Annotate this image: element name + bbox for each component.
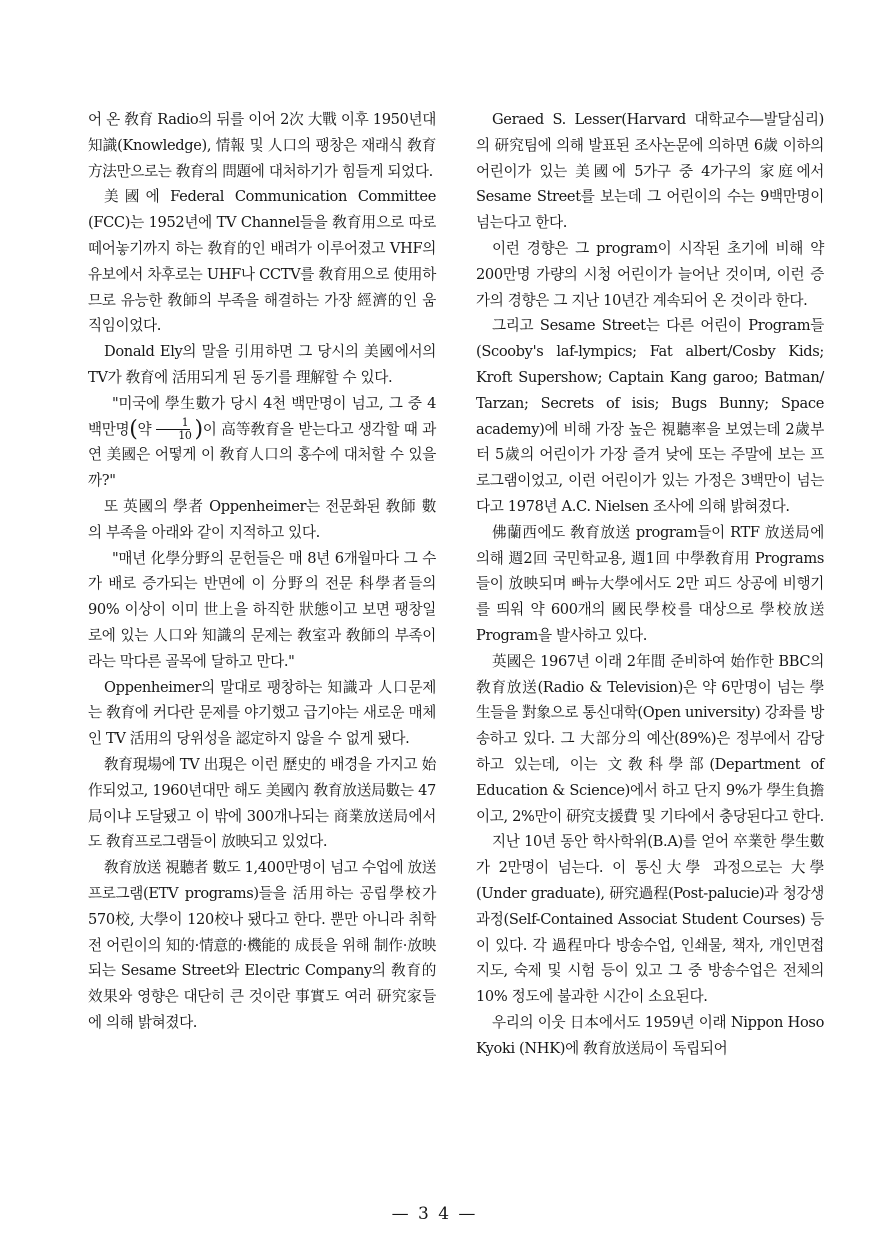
paragraph: 이런 경향은 그 program이 시작된 초기에 비해 약 200만명 가량의 시청 어린이가 늘어난 것이며, 이런 증가의 경향은 그 지난 10년간 계속되어 온 것이라 한다. (476, 239, 824, 309)
paragraph: 美國에 Federal Communication Committee (FCC)는 1952년에 TV Channel들을 敎育用으로 따로 떼어놓기까지 하는 敎育的인 배려가 이루어졌고 VHF의 유보에서 차후로는 UHF나 CCTV를 敎育用으로 使用하므로 유능한 敎師의 부족을 해결하는 가장 經濟的인 움직임이었다. (88, 188, 436, 335)
fraction (152, 417, 193, 442)
paragraph: 그리고 Sesame Street는 다른 어린이 Program들(Scooby's laf-lympics; Fat albert/Cosby Kids; Kroft Supershow; Captain Kang garoo; Batman/ Tarzan; Secrets of isis; Bugs Bunny; Space academy)에 비해 가장 높은 視聽率을 보였는데 2歲부터 5歲의 어린이가 가장 즐겨 낮에 또는 주말에 보는 프로그램이었고, 이런 어린이가 있는 가정은 3백만이 넘는다고 1978년 A.C. Nielsen 조사에 의해 밝혀졌다. (476, 317, 824, 515)
paragraph: 지난 10년 동안 학사학위(B.A)를 얻어 卒業한 學生數가 2만명이 넘는다. 이 통신大學 과정으로는 大學(Under graduate), 研究過程(Post-palucie)과 청강생과정(Self-Contained Associat Student Courses) 등이 있다. 각 過程마다 방송수업, 인쇄물, 책자, 개인면접지도, 숙제 및 시험 등이 있고 그 중 방송수업은 전체의 10% 정도에 불과한 시간이 소요된다. (476, 833, 824, 1006)
quote-text-continued: 이 高等敎育을 받는다고 생각할 때 과연 美國은 어떻게 이 敎育人口의 홍수에 대처할 수 있을까?" (88, 420, 436, 490)
paragraph: Oppenheimer의 말대로 팽창하는 知識과 人口문제는 敎育에 커다란 문제를 야기했고 급기야는 새로운 매체인 TV 活用의 당위성을 認定하지 않을 수 없게 됐다. (88, 678, 436, 748)
paragraph: 또 英國의 學者 Oppenheimer는 전문화된 敎師 數의 부족을 아래와 같이 지적하고 있다. (88, 497, 436, 541)
paragraph: 佛蘭西에도 敎育放送 program들이 RTF 放送局에 의해 週2回 국민학교용, 週1回 中學敎育用 Programs들이 放映되며 빠뉴大學에서도 2만 피드 상공에 비행기를 띄워 약 600개의 國民學校를 대상으로 學校放送 Program을 발사하고 있다. (476, 523, 824, 644)
paragraph: 英國은 1967년 이래 2年間 준비하여 始作한 BBC의 敎育放送(Radio & Television)은 약 6만명이 넘는 學生들을 對象으로 통신대학(Open university) 강좌를 방송하고 있다. 그 大部分의 예산(89%)은 정부에서 감당하고 있는데, 이는 文敎科學部(Department of Education & Science)에서 하고 단지 9%가 學生負擔이고, 2%만이 研究支援費 및 기타에서 충당된다고 한다. (476, 652, 824, 825)
paren-close: ) (194, 416, 203, 442)
left-column (88, 107, 436, 1036)
paragraph: Donald Ely의 말을 引用하면 그 당시의 美國에서의 TV가 敎育에 活用되게 된 동기를 理解할 수 있다. (88, 343, 436, 386)
paren-open: ( (129, 416, 138, 442)
right-column (476, 107, 824, 1061)
fraction-prefix: 약 (137, 420, 152, 438)
paragraph: 어 온 敎育 Radio의 뒤를 이어 2次 大戰 이후 1950년대 知識(Knowledge), 情報 및 人口의 팽창은 재래식 敎育方法만으로는 敎育의 問題에 대처하기가 힘들게 되었다. (88, 111, 436, 180)
quote-text: "미국에 學生數가 당시 4천 백만명이 넘고, 그 중 4백만명 (88, 394, 436, 438)
paragraph: 우리의 이웃 日本에서도 1959년 이래 Nippon Hoso Kyoki (NHK)에 敎育放送局이 독립되어 (476, 1013, 824, 1057)
paragraph: 敎育現場에 TV 出現은 이런 歷史的 배경을 가지고 始作되었고, 1960년대만 해도 美國內 敎育放送局數는 47局이냐 도달됐고 이 밖에 300개나되는 商業放送局에서도 敎育프로그램들이 放映되고 있었다. (88, 755, 436, 851)
quote-paragraph: "매년 化學分野의 문헌들은 매 8년 6개월마다 그 수가 배로 증가되는 반면에 이 分野의 전문 科學者들의 90% 이상이 이미 世上을 하직한 狀態이고 보면 팽창일로에 있는 人口와 知識의 문제는 敎室과 敎師의 부족이라는 막다른 골목에 달하고 만다." (88, 549, 436, 670)
page-number: — 3 4 — (391, 1204, 478, 1224)
paragraph: 敎育放送 視聽者 數도 1,400만명이 넘고 수업에 放送프로그램(ETV programs)들을 活用하는 공립學校가 570校, 大學이 120校나 됐다고 한다. 뿐만 아니라 취학전 어린이의 知的·情意的·機能的 成長을 위해 制作·放映되는 Sesame Street와 Electric Company의 敎育的 效果와 영향은 대단히 큰 것이란 事實도 여러 研究家들에 의해 밝혀졌다. (88, 859, 436, 1031)
fraction-numerator: 1 (156, 417, 191, 430)
quote-paragraph (88, 391, 436, 494)
fraction-denominator: 10 (178, 429, 192, 443)
paragraph: Geraed S. Lesser(Harvard 대학교수—발달심리)의 研究팀에 의해 발표된 조사논문에 의하면 6歲 이하의 어린이가 있는 美國에 5가구 중 4가구의 家庭에서 Sesame Street를 보는데 그 어린이의 수는 9백만명이 넘는다고 한다. (476, 111, 824, 232)
